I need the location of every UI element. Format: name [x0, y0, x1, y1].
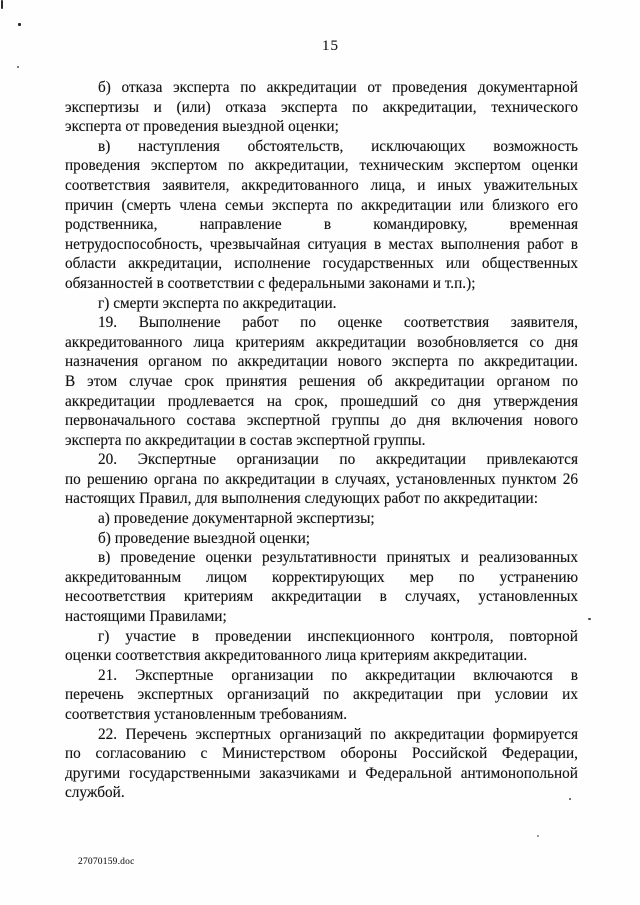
paragraph — [65, 509, 578, 529]
page-number: 15 — [322, 38, 339, 54]
text-line: В этом случае срок принятия решения об аккредитации органом по — [65, 372, 578, 390]
paragraph — [65, 627, 578, 666]
text-line: проведения экспертом по аккредитации, техническим экспертом оценки — [65, 157, 578, 175]
text-line: службой. — [65, 784, 125, 802]
paragraph — [65, 450, 578, 509]
text-line: настоящих Правил, для выполнения следующих работ по аккредитации: — [65, 490, 538, 508]
text-line: назначения органом по аккредитации нового эксперта по аккредитации. — [65, 353, 578, 371]
text-line: г) участие в проведении инспекционного контроля, повторной — [98, 627, 578, 645]
text-line: нетрудоспособность, чрезвычайная ситуация в местах выполнения работ в — [65, 235, 578, 253]
text-line: по решению органа по аккредитации в случаях, установленных пунктом 26 — [65, 470, 578, 488]
text-line: родственника, направление в командировку, временная — [65, 216, 578, 234]
text-line: б) отказа эксперта по аккредитации от проведения документарной — [98, 79, 578, 96]
paragraph — [65, 78, 578, 137]
paragraph — [65, 666, 578, 725]
paragraph — [65, 725, 578, 803]
footer-filename: 27070159.doc — [78, 857, 135, 867]
text-line: в) наступления обстоятельств, исключающих возможность — [98, 137, 578, 155]
text-line: г) смерти эксперта по аккредитации. — [98, 294, 337, 312]
text-line: б) проведение выездной оценки; — [98, 529, 311, 547]
text-line: несоответствия критериям аккредитации в случаях, установленных — [65, 588, 578, 606]
text-line: 22. Перечень экспертных организаций по аккредитации формируется — [98, 725, 578, 743]
document-body — [65, 78, 578, 803]
scan-artifact-corner-tick — [1, 0, 3, 9]
text-line: эксперта от проведения выездной оценки; — [65, 118, 339, 136]
text-line: 20. Экспертные организации по аккредитации привлекаются — [98, 451, 578, 469]
text-line: аккредитации продлевается на срок, прошедший со дня утверждения — [65, 392, 578, 410]
text-line: соответствия заявителя, аккредитованного лица, и иных уважительных — [65, 176, 578, 194]
scan-artifact-dot — [588, 618, 591, 620]
scan-artifact-dot — [18, 23, 21, 26]
text-line: а) проведение документарной экспертизы; — [98, 510, 375, 528]
text-line: области аккредитации, исполнение государственных или общественных — [65, 255, 578, 273]
text-line: оценки соответствия аккредитованного лица критериям аккредитации. — [65, 647, 528, 665]
text-line: аккредитованного лица критериям аккредитации возобновляется со дня — [65, 333, 578, 351]
text-line: аккредитованным лицом корректирующих мер по устранению — [65, 568, 578, 586]
text-line: 19. Выполнение работ по оценке соответствия заявителя, — [98, 314, 578, 332]
text-line: в) проведение оценки результативности принятых и реализованных — [98, 549, 578, 567]
text-line: причин (смерть члена семьи эксперта по аккредитации или близкого его — [65, 196, 578, 214]
scan-artifact-dot — [537, 835, 539, 837]
text-line: первоначального состава экспертной группы до дня включения нового — [65, 412, 578, 430]
text-line: экспертизы и (или) отказа эксперта по аккредитации, технического — [65, 98, 578, 116]
text-line: 21. Экспертные организации по аккредитации включаются в — [98, 666, 578, 684]
text-line: настоящими Правилами; — [65, 608, 227, 626]
text-line: соответствия установленным требованиям. — [65, 706, 348, 723]
scan-artifact-dot — [17, 66, 19, 68]
text-line: эксперта по аккредитации в состав экспертной группы. — [65, 431, 426, 449]
paragraph — [65, 548, 578, 626]
text-line: перечень экспертных организаций по аккредитации при условии их — [65, 686, 578, 704]
scan-artifact-dot — [569, 798, 571, 800]
text-line: обязанностей в соответствии с федеральными законами и т.п.); — [65, 274, 476, 292]
text-line: другими государственными заказчиками и Федеральной антимонопольной — [65, 764, 578, 782]
paragraph — [65, 294, 578, 314]
paragraph — [65, 137, 578, 294]
paragraph — [65, 529, 578, 549]
text-line: по согласованию с Министерством обороны Российской Федерации, — [65, 745, 578, 763]
paragraph — [65, 313, 578, 450]
